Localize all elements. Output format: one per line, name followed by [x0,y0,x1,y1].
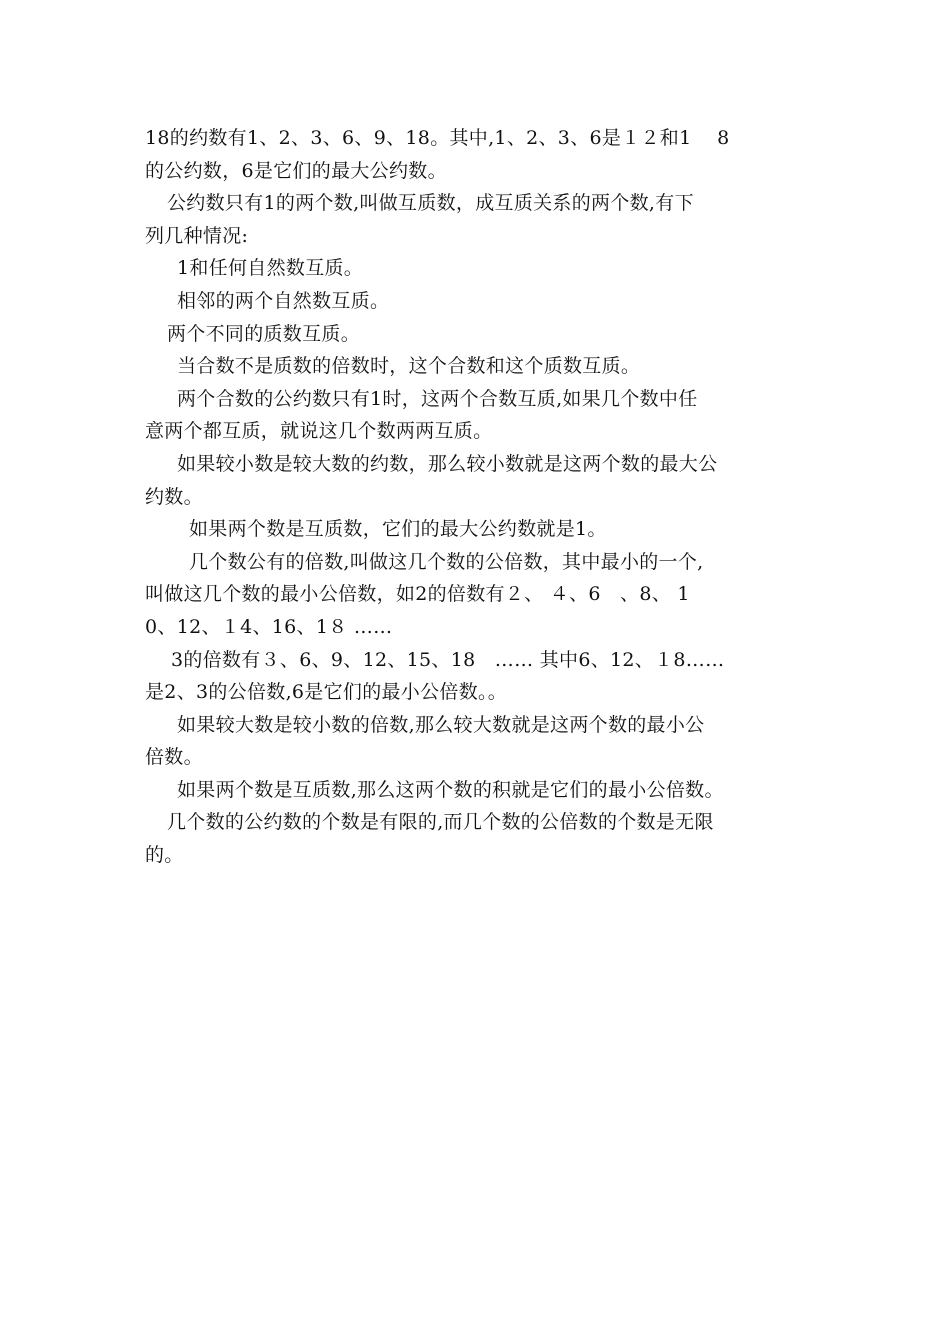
text-line: 3的倍数有３、6、9、12、15、18 …… 其中6、12、１8…… [171,648,725,671]
text-line: 几个数的公约数的个数是有限的,而几个数的公倍数的个数是无限 [167,811,714,834]
text-line: 公约数只有1的两个数,叫做互质数，成互质关系的两个数,有下 [167,192,694,215]
text-line: 两个不同的质数互质。 [167,322,361,345]
text-line: 如果两个数是互质数，它们的最大公约数就是1。 [189,518,607,541]
text-line: 叫做这几个数的最小公倍数，如2的倍数有２、 ４、6 、8、 1 [145,583,690,606]
text-line: 的公约数，6是它们的最大公约数。 [145,159,447,182]
text-line: 相邻的两个自然数互质。 [177,289,390,312]
text-line: 意两个都互质，就说这几个数两两互质。 [145,420,493,443]
text-line: 列几种情况: [145,224,249,247]
text-line: 0、12、１4、16、1８ …… [145,615,393,638]
text-line: 倍数。 [145,746,203,769]
text-line: 约数。 [145,485,203,508]
text-line: 如果较大数是较小数的倍数,那么较大数就是这两个数的最小公 [177,713,705,736]
text-line: 是2、3的公倍数,6是它们的最小公倍数。。 [145,681,508,704]
text-line: 18的约数有1、2、3、6、9、18。其中,1、2、3、6是１２和1 8 [145,127,730,149]
text-line: 几个数公有的倍数,叫做这几个数的公倍数，其中最小的一个, [189,550,704,573]
text-line: 的。 [145,844,184,867]
text-line: 两个合数的公约数只有1时，这两个合数互质,如果几个数中任 [177,387,698,410]
text-line: 如果较小数是较大数的约数，那么较小数就是这两个数的最大公 [177,452,718,475]
text-line: 1和任何自然数互质。 [177,257,364,280]
document-body [145,122,810,872]
text-line: 如果两个数是互质数,那么这两个数的积就是它们的最小公倍数。 [177,778,724,801]
text-line: 当合数不是质数的倍数时，这个合数和这个质数互质。 [177,355,641,378]
